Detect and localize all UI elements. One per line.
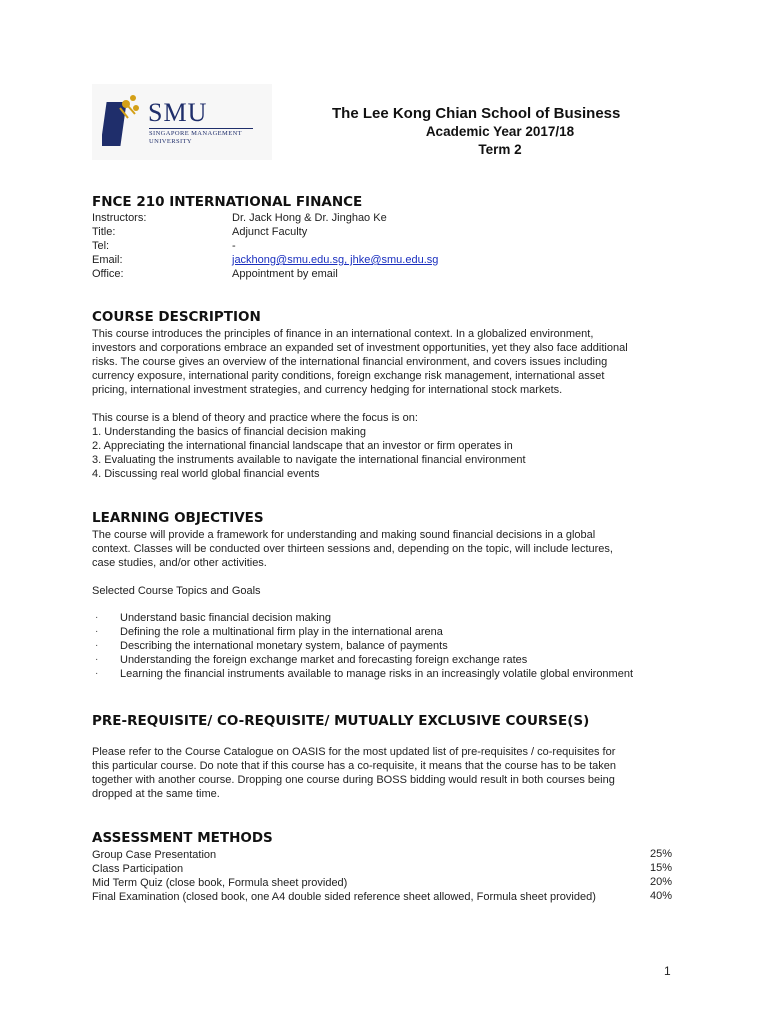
prereq-line: together with another course. Dropping one course during BOSS bidding would result in both courses being [92, 774, 615, 786]
assessment-label: Class Participation [92, 863, 184, 875]
title-value: Adjunct Faculty [232, 226, 308, 238]
focus-item: 3. Evaluating the instruments available to navigate the international financial environment [92, 454, 526, 466]
focus-item: 4. Discussing real world global financial events [92, 468, 320, 480]
academic-year: Academic Year 2017/18 [425, 124, 575, 139]
prerequisite-heading: PRE-REQUISITE/ CO-REQUISITE/ MUTUALLY EXCLUSIVE COURSE(S) [92, 713, 590, 729]
course-description-heading: COURSE DESCRIPTION [92, 309, 261, 325]
prereq-line: Please refer to the Course Catalogue on OASIS for the most updated list of pre-requisites / co-requisites for [92, 746, 616, 758]
objectives-line: The course will provide a framework for understanding and making sound financial decisions in a global [92, 529, 596, 541]
description-line: pricing, international investment strategies, and currency hedging for international stock markets. [92, 384, 563, 396]
logo-subtitle-1: SINGAPORE MANAGEMENT [149, 130, 243, 137]
course-title: FNCE 210 INTERNATIONAL FINANCE [92, 194, 363, 210]
description-line: risks. The course gives an overview of the international financial environment, and covers issues including [92, 356, 608, 368]
assessment-label: Group Case Presentation [92, 849, 217, 861]
tel-label: Tel: [92, 240, 110, 252]
topics-title: Selected Course Topics and Goals [92, 585, 261, 597]
assessment-label: Mid Term Quiz (close book, Formula sheet provided) [92, 877, 348, 889]
prereq-line: this particular course. Do note that if this course has a co-requisite, it means that the course has to be taken [92, 760, 616, 772]
bullet-icon: · [95, 668, 99, 679]
bullet-icon: · [95, 612, 99, 623]
topic-item: Learning the financial instruments available to manage risks in an increasingly volatile global environment [120, 668, 634, 680]
term: Term 2 [478, 142, 522, 157]
description-line: This course introduces the principles of finance in an international context. In a globalized environment, [92, 328, 594, 340]
logo-wordmark: SMU [148, 98, 208, 127]
bullet-icon: · [95, 626, 99, 637]
school-name: The Lee Kong Chian School of Business [332, 105, 621, 122]
assessment-weight: 15% [649, 862, 672, 874]
email-label: Email: [92, 254, 123, 266]
page-number: 1 [664, 964, 671, 978]
bullet-icon: · [95, 654, 99, 665]
objectives-line: context. Classes will be conducted over thirteen sessions and, depending on the topic, will include lectures, [92, 543, 613, 555]
email-link[interactable]: jackhong@smu.edu.sg, jhke@smu.edu.sg [232, 254, 439, 266]
office-label: Office: [92, 268, 124, 280]
prereq-line: dropped at the same time. [92, 788, 220, 800]
topic-item: Describing the international monetary system, balance of payments [120, 640, 448, 652]
description-line: currency exposure, international parity conditions, foreign exchange risk management, international asset [92, 370, 605, 382]
smu-crest-icon [102, 92, 146, 150]
instructors-value: Dr. Jack Hong & Dr. Jinghao Ke [232, 212, 387, 224]
title-label: Title: [92, 226, 116, 238]
smu-logo [92, 84, 272, 160]
focus-item: 1. Understanding the basics of financial decision making [92, 426, 366, 438]
instructors-label: Instructors: [92, 212, 147, 224]
assessment-weight: 40% [649, 890, 672, 902]
logo-rule [149, 128, 253, 129]
assessment-weight: 20% [649, 876, 672, 888]
bullet-icon: · [95, 640, 99, 651]
topic-item: Understanding the foreign exchange market and forecasting foreign exchange rates [120, 654, 528, 666]
focus-item: 2. Appreciating the international financial landscape that an investor or firm operates in [92, 440, 513, 452]
description-line: investors and corporations embrace an expanded set of investment opportunities, yet they also face additional [92, 342, 628, 354]
learning-objectives-heading: LEARNING OBJECTIVES [92, 510, 264, 526]
objectives-line: case studies, and/or other activities. [92, 557, 267, 569]
assessment-heading: ASSESSMENT METHODS [92, 830, 273, 846]
assessment-label: Final Examination (closed book, one A4 double sided reference sheet allowed, Formula sheet provided) [92, 891, 596, 903]
tel-value: - [232, 240, 236, 252]
office-value: Appointment by email [232, 268, 338, 280]
logo-subtitle-2: UNIVERSITY [149, 138, 192, 145]
topic-item: Defining the role a multinational firm play in the international arena [120, 626, 443, 638]
assessment-weight: 25% [649, 848, 672, 860]
focus-intro: This course is a blend of theory and practice where the focus is on: [92, 412, 418, 424]
topic-item: Understand basic financial decision making [120, 612, 331, 624]
